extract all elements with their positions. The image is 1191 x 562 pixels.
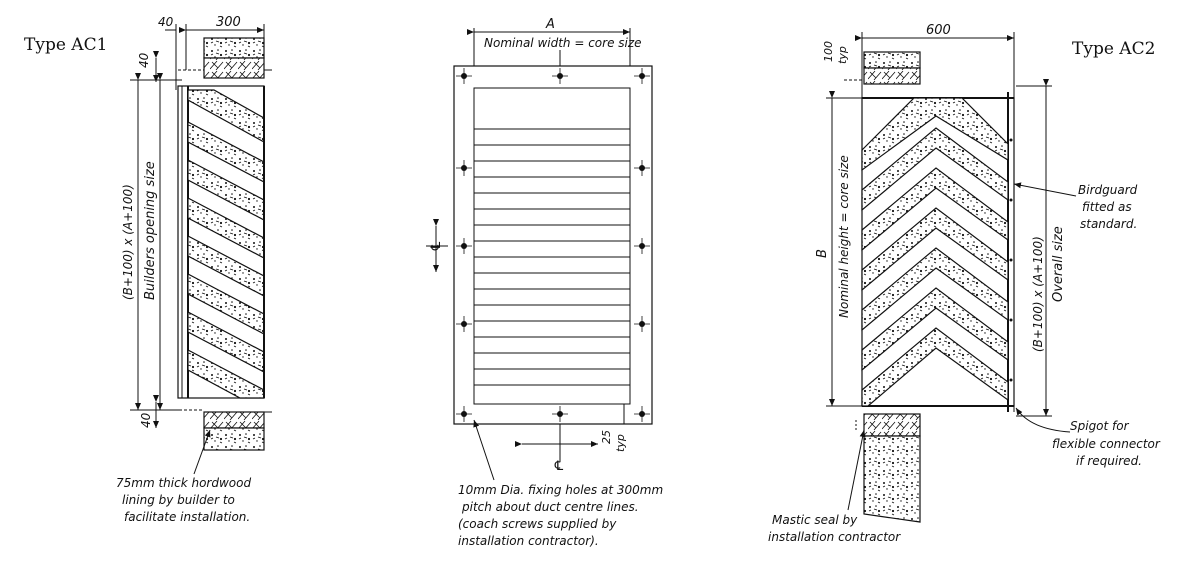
ac2-overall-formula: (B+100) x (A+100) bbox=[1031, 236, 1045, 352]
type-ac2-title: Type AC2 bbox=[1072, 39, 1156, 59]
ac2-mastic-note-2: installation contractor bbox=[768, 530, 901, 544]
ac1-top-lining bbox=[204, 58, 264, 78]
front-fixing-note-2: pitch about duct centre lines. bbox=[462, 500, 639, 514]
front-dim-25: 25 bbox=[600, 430, 613, 444]
front-elevation bbox=[426, 17, 663, 548]
ac2-birdguard-note-1: Birdguard bbox=[1078, 183, 1138, 197]
ac1-opening-formula: (B+100) x (A+100) bbox=[121, 184, 135, 300]
ac2-nominal-height-label: Nominal height = core size bbox=[837, 155, 851, 318]
ac2-birdguard-note-2: fitted as bbox=[1082, 200, 1132, 214]
type-ac1-title: Type AC1 bbox=[24, 35, 108, 55]
ac1-dim-300: 300 bbox=[216, 15, 241, 30]
ac2-spigot-note-2: flexible connector bbox=[1052, 437, 1160, 451]
ac2-dim-typ: typ bbox=[836, 46, 849, 64]
front-centre-line-vertical: ℄ bbox=[429, 240, 444, 252]
ac1-bottom-lining bbox=[204, 412, 264, 428]
type-ac2-section bbox=[768, 23, 1161, 544]
front-fixing-note-4: installation contractor). bbox=[458, 534, 599, 548]
ac1-lining-note-2: lining by builder to bbox=[122, 493, 235, 507]
ac1-lining-note-3: facilitate installation. bbox=[124, 510, 251, 524]
front-fixing-note-3: (coach screws supplied by bbox=[458, 517, 617, 531]
front-dim-A: A bbox=[546, 17, 555, 32]
ac2-mastic-note-1: Mastic seal by bbox=[772, 513, 858, 527]
ac2-dim-B: B bbox=[815, 249, 830, 258]
front-nominal-width-label: Nominal width = core size bbox=[484, 36, 642, 50]
ac1-dim-40-top: 40 bbox=[158, 15, 174, 29]
ac1-opening-label: Builders opening size bbox=[143, 161, 158, 300]
ac2-spigot-note-3: if required. bbox=[1076, 454, 1142, 468]
ac2-overall-label: Overall size bbox=[1051, 226, 1066, 302]
ac2-bottom-wall bbox=[864, 436, 920, 522]
ac1-bottom-wall bbox=[204, 428, 264, 450]
ac1-dim-40-bottom: 40 bbox=[139, 412, 153, 428]
ac1-lining-note-1: 75mm thick hordwood bbox=[116, 476, 252, 490]
ac2-birdguard-note-3: standard. bbox=[1080, 217, 1138, 231]
ac2-spigot-note-1: Spigot for bbox=[1070, 419, 1129, 433]
type-ac1-section bbox=[24, 15, 272, 524]
ac1-top-wall bbox=[204, 38, 264, 58]
front-dim-typ: typ bbox=[614, 434, 627, 452]
front-centre-line-horizontal: ℄ bbox=[553, 459, 565, 474]
ac2-dim-600: 600 bbox=[926, 23, 951, 38]
front-fixing-note-1: 10mm Dia. fixing holes at 300mm bbox=[458, 483, 664, 497]
ac2-dim-100: 100 bbox=[822, 41, 835, 62]
ac1-dim-40-left: 40 bbox=[137, 52, 151, 68]
